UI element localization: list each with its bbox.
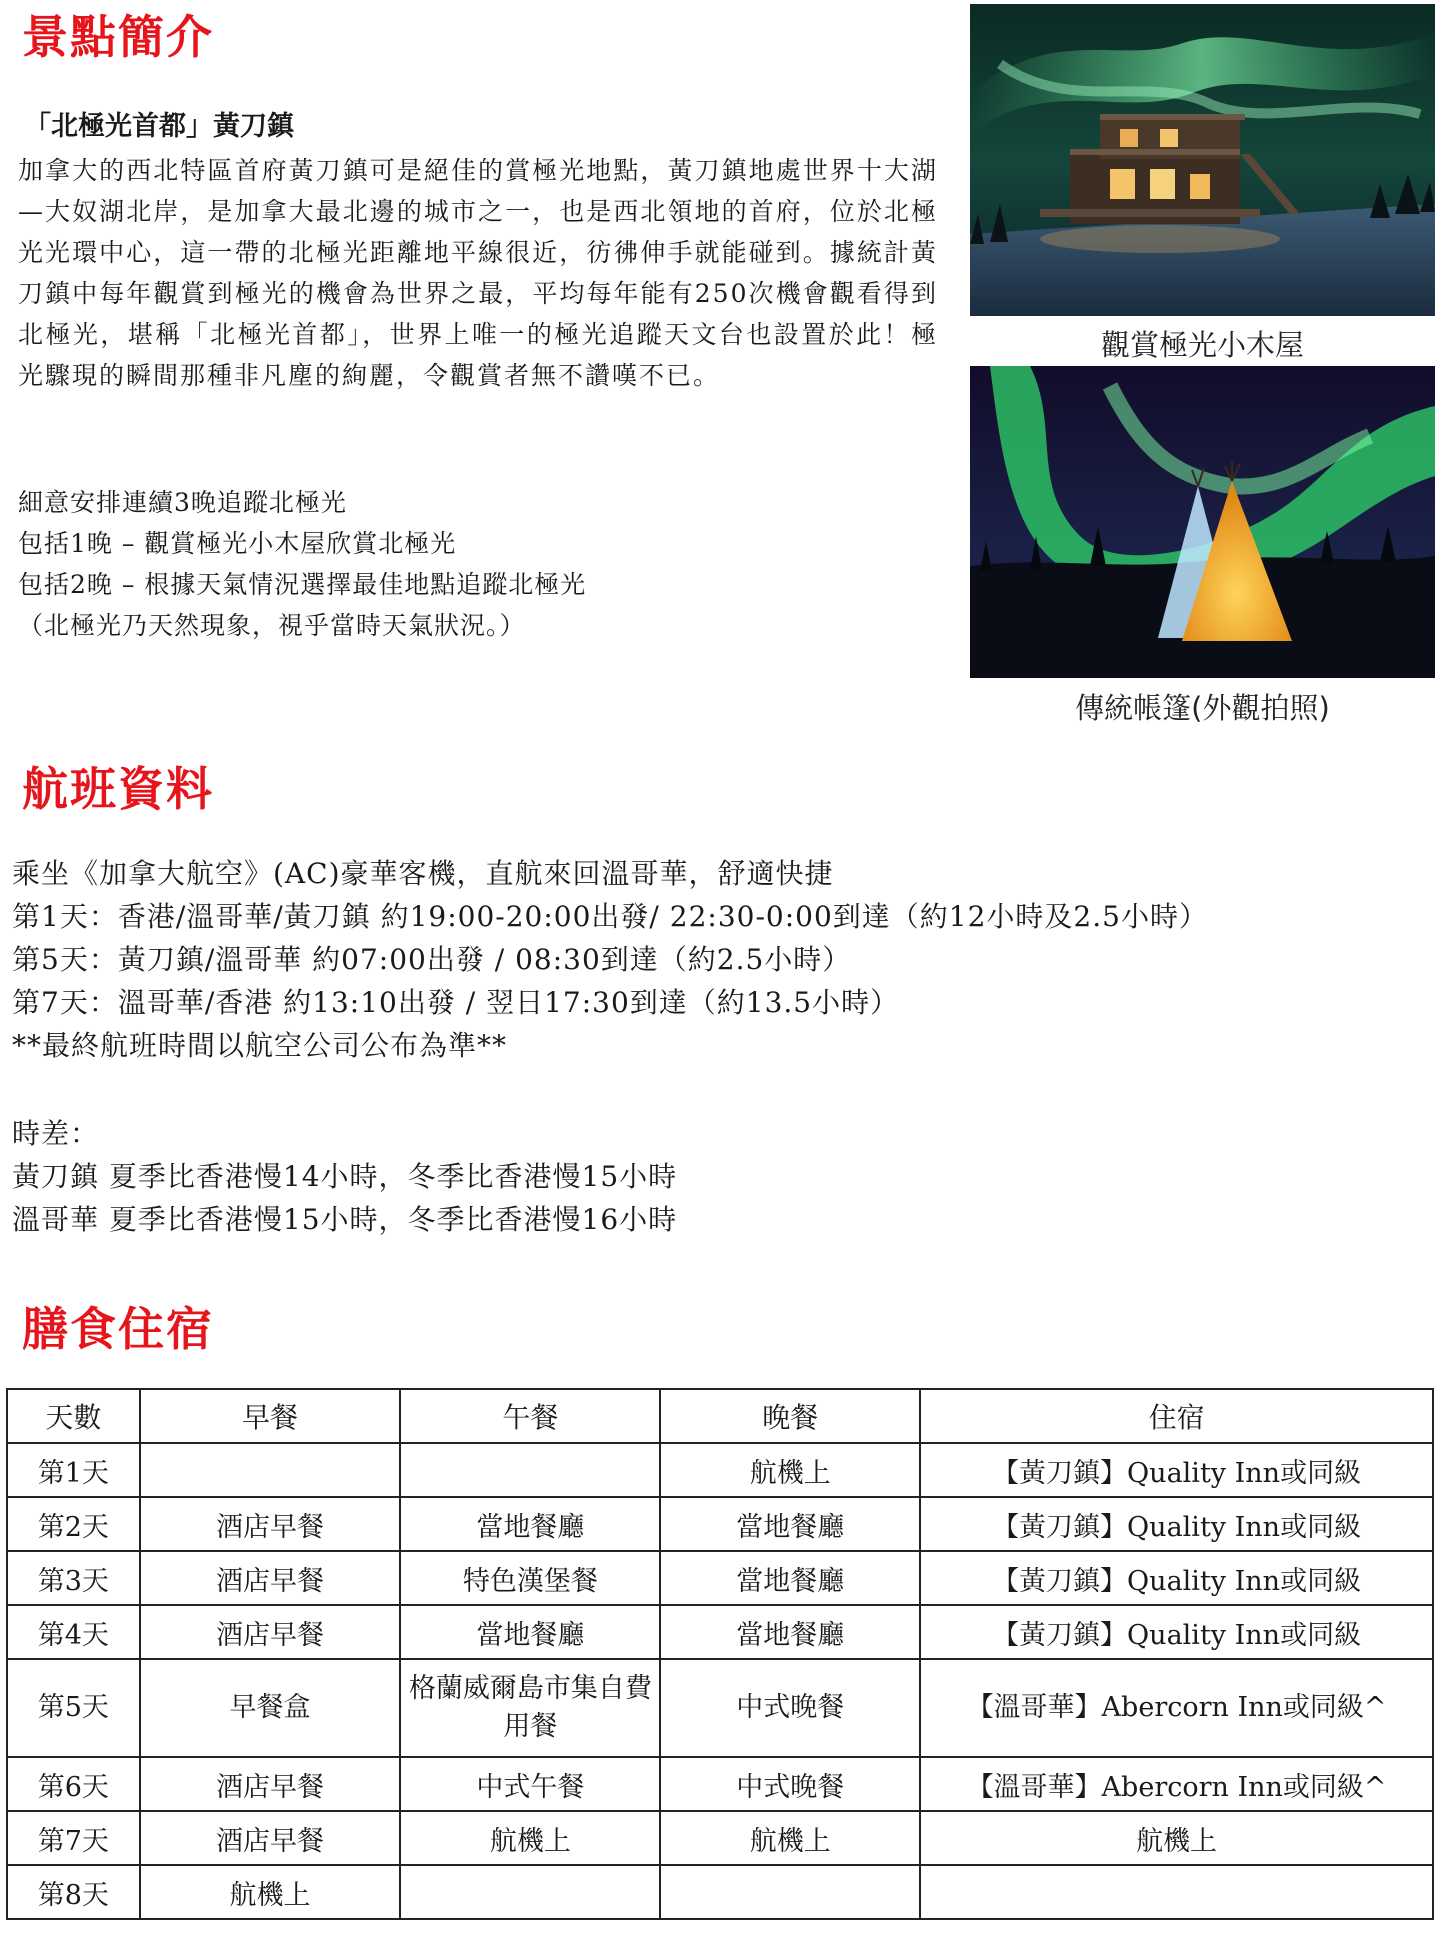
cell-accommodation: 航機上 [920, 1811, 1433, 1865]
flight-line: 第5天：黃刀鎮/溫哥華 約07:00出發 / 08:30到達（約2.5小時） [12, 943, 852, 976]
cell-lunch [400, 1865, 660, 1919]
cell-breakfast: 酒店早餐 [140, 1551, 401, 1605]
cell-accommodation [920, 1865, 1433, 1919]
flight-line: 第7天：溫哥華/香港 約13:10出發 / 翌日17:30到達（約13.5小時） [12, 986, 900, 1019]
cell-dinner [660, 1865, 920, 1919]
time-difference [12, 1112, 677, 1241]
cell-day: 第8天 [7, 1865, 140, 1919]
cell-dinner: 當地餐廳 [660, 1605, 920, 1659]
cell-lunch: 當地餐廳 [400, 1605, 660, 1659]
table-row [7, 1443, 1433, 1497]
photo-caption: 傳統帳篷(外觀拍照) [1075, 691, 1330, 725]
cell-dinner: 航機上 [660, 1443, 920, 1497]
intro-note: 包括2晚 – 根據天氣情況選擇最佳地點追蹤北極光 [18, 570, 587, 599]
flight-line: **最終航班時間以航空公司公布為準** [12, 1029, 508, 1062]
cell-day: 第7天 [7, 1811, 140, 1865]
cell-day: 第3天 [7, 1551, 140, 1605]
cell-breakfast: 航機上 [140, 1865, 401, 1919]
flight-line: 乘坐《加拿大航空》(AC)豪華客機，直航來回溫哥華，舒適快捷 [12, 857, 834, 890]
cell-lunch: 航機上 [400, 1811, 660, 1865]
table-row [7, 1659, 1433, 1757]
cell-accommodation: 【溫哥華】Abercorn Inn或同級^ [920, 1659, 1433, 1757]
intro-note: （北極光乃天然現象，視乎當時天氣狀況。） [18, 611, 526, 640]
section-heading-intro: 景點簡介 [22, 10, 214, 64]
cell-day: 第4天 [7, 1605, 140, 1659]
cell-lunch: 格蘭威爾島市集自費用餐 [400, 1659, 660, 1757]
header-accommodation: 住宿 [920, 1389, 1433, 1443]
flight-details [12, 852, 1208, 1067]
cell-lunch: 特色漢堡餐 [400, 1551, 660, 1605]
table-row [7, 1551, 1433, 1605]
cell-dinner: 當地餐廳 [660, 1551, 920, 1605]
cell-accommodation: 【溫哥華】Abercorn Inn或同級^ [920, 1757, 1433, 1811]
table-row [7, 1757, 1433, 1811]
table-header-row [7, 1389, 1433, 1443]
photo-caption: 觀賞極光小木屋 [1100, 328, 1304, 362]
cell-breakfast [140, 1443, 401, 1497]
time-difference-line: 黃刀鎮 夏季比香港慢14小時，冬季比香港慢15小時 [12, 1160, 678, 1193]
cell-dinner: 航機上 [660, 1811, 920, 1865]
cell-breakfast: 酒店早餐 [140, 1605, 401, 1659]
cell-lunch: 中式午餐 [400, 1757, 660, 1811]
cell-dinner: 中式晚餐 [660, 1757, 920, 1811]
table-row [7, 1865, 1433, 1919]
intro-subtitle: 「北極光首都」黃刀鎮 [24, 111, 294, 142]
table-row [7, 1497, 1433, 1551]
cell-breakfast: 酒店早餐 [140, 1497, 401, 1551]
intro-notes [18, 482, 586, 646]
cell-accommodation: 【黃刀鎮】Quality Inn或同級 [920, 1551, 1433, 1605]
header-day: 天數 [7, 1389, 140, 1443]
cell-day: 第2天 [7, 1497, 140, 1551]
intro-note: 細意安排連續3晚追蹤北極光 [18, 488, 347, 517]
cell-day: 第5天 [7, 1659, 140, 1757]
cell-dinner: 中式晚餐 [660, 1659, 920, 1757]
intro-paragraph: 加拿大的西北特區首府黃刀鎮可是絕佳的賞極光地點，黃刀鎮地處世界十大湖—大奴湖北岸，是加拿大最北邊的城市之一，也是西北領地的首府，位於北極光光環中心，這一帶的北極光距離地平線很近，彷彿伸手就能碰到。據統計黃刀鎮中每年觀賞到極光的機會為世界之最，平均每年能有250次機會觀看得到北極光，堪稱「北極光首都」，世界上唯一的極光追蹤天文台也設置於此！極光驟現的瞬間那種非凡塵的絢麗，令觀賞者無不讚嘆不已。 [18, 156, 938, 390]
cell-breakfast: 酒店早餐 [140, 1811, 401, 1865]
section-heading-meals: 膳食住宿 [22, 1302, 214, 1356]
table-row [7, 1605, 1433, 1659]
time-difference-title: 時差： [12, 1117, 100, 1150]
cell-lunch: 當地餐廳 [400, 1497, 660, 1551]
flight-line: 第1天：香港/溫哥華/黃刀鎮 約19:00-20:00出發/ 22:30-0:00到達（約12小時及2.5小時） [12, 900, 1208, 933]
cell-breakfast: 早餐盒 [140, 1659, 401, 1757]
header-lunch: 午餐 [400, 1389, 660, 1443]
table-row [7, 1811, 1433, 1865]
intro-note: 包括1晚 – 觀賞極光小木屋欣賞北極光 [18, 529, 457, 558]
cell-accommodation: 【黃刀鎮】Quality Inn或同級 [920, 1605, 1433, 1659]
aurora-cabin-photo [970, 4, 1435, 316]
header-breakfast: 早餐 [140, 1389, 401, 1443]
cell-day: 第6天 [7, 1757, 140, 1811]
cell-breakfast: 酒店早餐 [140, 1757, 401, 1811]
cell-lunch [400, 1443, 660, 1497]
time-difference-line: 溫哥華 夏季比香港慢15小時，冬季比香港慢16小時 [12, 1203, 678, 1236]
aurora-tent-photo [970, 366, 1435, 678]
header-dinner: 晚餐 [660, 1389, 920, 1443]
cell-accommodation: 【黃刀鎮】Quality Inn或同級 [920, 1497, 1433, 1551]
cell-day: 第1天 [7, 1443, 140, 1497]
cell-accommodation: 【黃刀鎮】Quality Inn或同級 [920, 1443, 1433, 1497]
meals-table [6, 1388, 1434, 1920]
cell-dinner: 當地餐廳 [660, 1497, 920, 1551]
section-heading-flight: 航班資料 [22, 762, 214, 816]
